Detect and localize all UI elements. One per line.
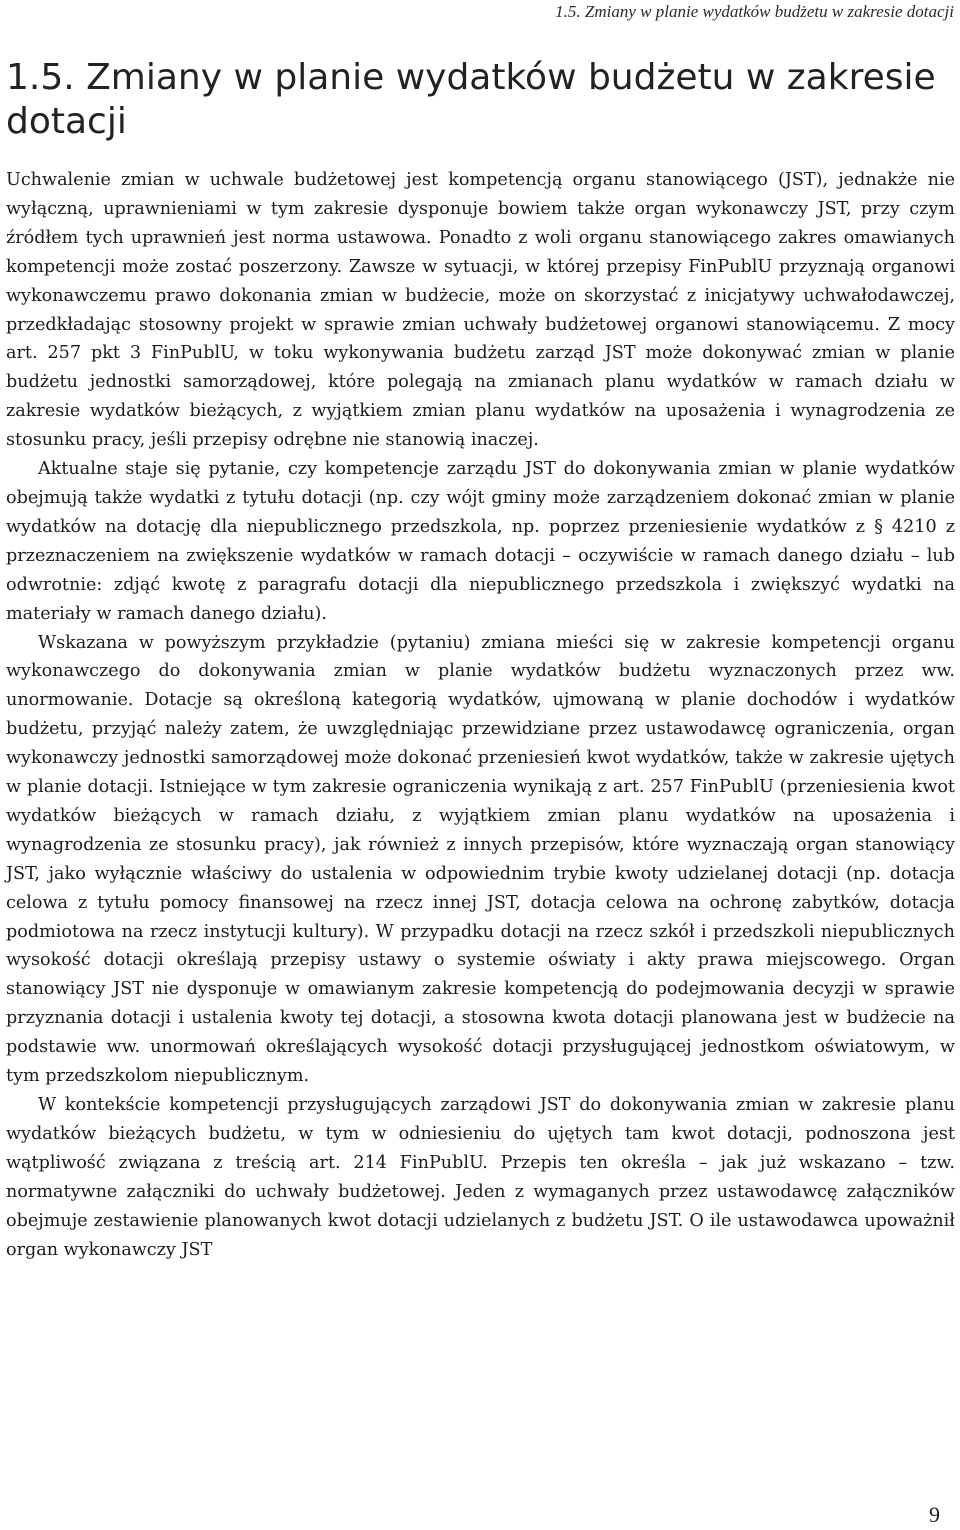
paragraph: W kontekście kompetencji przysługujących zarządowi JST do dokonywania zmian w zakresie planu wydatków bieżących budżetu, w tym w odniesieniu do ujętych tam kwot dotacji, podnoszona jest wątpliwość związana z treścią art. 214 FinPublU. Przepis ten określa – jak już wskazano – tzw. normatywne załączniki do uchwały budżetowej. Jeden z wymaganych przez ustawodawcę załączników obejmuje zestawienie planowanych kwot dotacji udzielanych z budżetu JST. O ile ustawodawca upoważnił organ wykonawczy JST xyxy=(6,1095,955,1260)
body-text xyxy=(6,166,955,1264)
paragraph: Wskazana w powyższym przykładzie (pytaniu) zmiana mieści się w zakresie kompetencji organu wykonawczego do dokonywania zmian w planie wydatków budżetu wyznaczonych przez ww. unormowanie. Dotacje są określoną kategorią wydatków, ujmowaną w planie dochodów i wydatków budżetu, przyjąć należy zatem, że uwzględniając przewidziane przez ustawodawcę ograniczenia, organ wykonawczy jednostki samorządowej może dokonać przeniesień kwot wydatków, także w zakresie ujętych w planie dotacji. Istniejące w tym zakresie ograniczenia wynikają z art. 257 FinPublU (przeniesienia kwot wydatków bieżących w ramach działu, z wyjątkiem zmian planu wydatków na uposażenia i wynagrodzenia ze stosunku pracy), jak również z innych przepisów, które wyznaczają organ stanowiący JST, jako wyłącznie właściwy do ustalenia w odpowiednim trybie kwoty udzielanej dotacji (np. dotacja celowa z tytułu pomocy finansowej na rzecz innej JST, dotacja celowa na ochronę zabytków, dotacja podmiotowa na rzecz instytucji kultury). W przypadku dotacji na rzecz szkół i przedszkoli niepublicznych wysokość dotacji określają przepisy ustawy o systemie oświaty i akty prawa miejscowego. Organ stanowiący JST nie dysponuje w omawianym zakresie kompetencją do podejmowania decyzji w sprawie przyznania dotacji i ustalenia kwoty tej dotacji, a stosowna kwota dotacji planowana jest w budżecie na podstawie ww. unormowań określających wysokość dotacji przysługującej jednostkom oświatowym, w tym przedszkolom niepublicznym. xyxy=(6,632,955,1087)
running-header: 1.5. Zmiany w planie wydatków budżetu w zakresie dotacji xyxy=(555,2,954,21)
section-title: 1.5. Zmiany w planie wydatków budżetu w zakresie dotacji xyxy=(6,57,936,142)
page-number: 9 xyxy=(929,1502,940,1527)
paragraph: Aktualne staje się pytanie, czy kompetencje zarządu JST do dokonywania zmian w planie wydatków obejmują także wydatki z tytułu dotacji (np. czy wójt gminy może zarządzeniem dokonać zmian w planie wydatków na dotację dla niepublicznego przedszkola, np. poprzez przeniesienie wydatków z § 4210 z przeznaczeniem na zwiększenie wydatków w ramach dotacji – oczywiście w ramach danego działu – lub odwrotnie: zdjąć kwotę z paragrafu dotacji dla niepublicznego przedszkola i zwiększyć wydatki na materiały w ramach danego działu). xyxy=(6,459,955,624)
paragraph: Uchwalenie zmian w uchwale budżetowej jest kompetencją organu stanowiącego (JST), jednakże nie wyłączną, uprawnieniami w tym zakresie dysponuje bowiem także organ wykonawczy JST, przy czym źródłem tych uprawnień jest norma ustawowa. Ponadto z woli organu stanowiącego zakres omawianych kompetencji może zostać poszerzony. Zawsze w sytuacji, w której przepisy FinPublU przyznają organowi wykonawczemu prawo dokonania zmian w budżecie, może on skorzystać z inicjatywy uchwałodawczej, przedkładając stosowny projekt w sprawie zmian uchwały budżetowej organowi stanowiącemu. Z mocy art. 257 pkt 3 FinPublU, w toku wykonywania budżetu zarząd JST może dokonywać zmian w planie budżetu jednostki samorządowej, które polegają na zmianach planu wydatków w ramach działu w zakresie wydatków bieżących, z wyjątkiem zmian planu wydatków na uposażenia i wynagrodzenia ze stosunku pracy, jeśli przepisy odrębne nie stanowią inaczej. xyxy=(6,170,955,451)
